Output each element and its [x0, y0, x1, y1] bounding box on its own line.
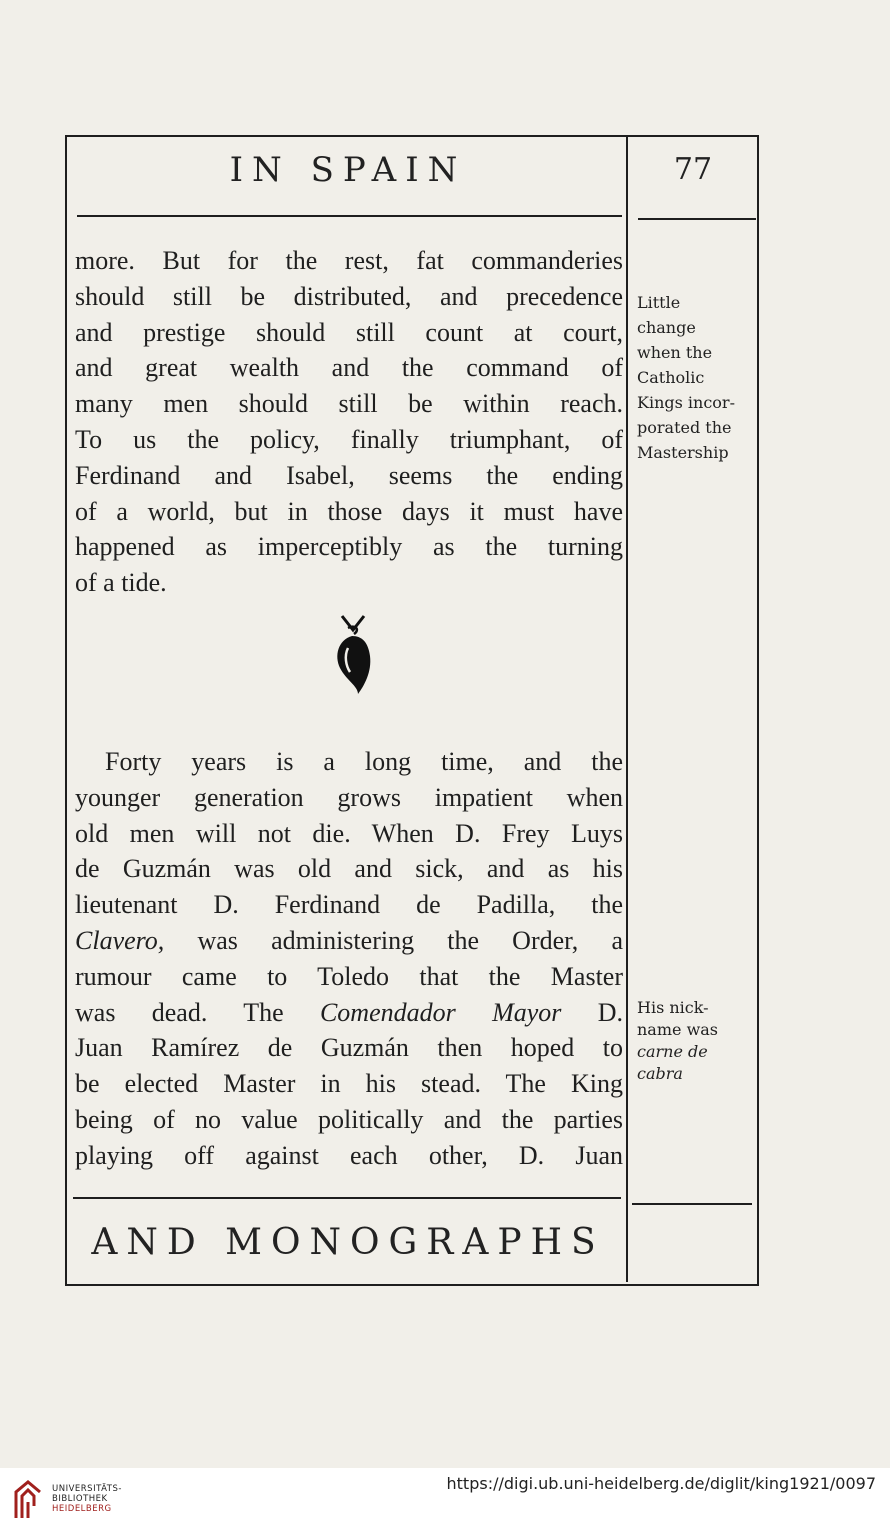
text-fragment: was administering the Order, a: [164, 925, 623, 955]
page-number: 77: [673, 152, 713, 187]
text-line: playing off against each other, D. Juan: [75, 1140, 623, 1170]
text-line: and prestige should still count at court,: [75, 317, 623, 347]
margin-note-catholic-kings: [637, 290, 757, 465]
header-rule-right: [638, 218, 756, 220]
library-name: [52, 1484, 122, 1514]
italic-term: carne de: [637, 1042, 708, 1061]
text-line: happened as imperceptibly as the turning: [75, 532, 623, 562]
margin-line: Little: [637, 293, 681, 312]
text-line: [75, 923, 623, 959]
university-library-logo-icon: [12, 1478, 46, 1520]
pomegranate-ornament-icon: [328, 612, 378, 696]
text-line: be elected Master in his stead. The King: [75, 1069, 623, 1099]
margin-line: Kings incor-: [637, 393, 735, 412]
italic-term: Comendador Mayor: [319, 997, 562, 1027]
margin-line: Mastership: [637, 443, 729, 462]
margin-line: His nick-: [637, 998, 709, 1017]
margin-line: when the: [637, 343, 713, 362]
text-line: [75, 995, 623, 1031]
text-line: Juan Ramírez de Guzmán then hoped to: [75, 1033, 623, 1063]
text-line: many men should still be within reach.: [75, 389, 623, 419]
library-name-line: HEIDELBERG: [52, 1504, 112, 1514]
text-line: more. But for the rest, fat commanderies: [75, 246, 623, 275]
text-fragment: D.: [561, 997, 624, 1027]
running-head: IN SPAIN: [229, 150, 467, 190]
paragraph-2: [75, 744, 623, 1174]
text-line: being of no value politically and the parties: [75, 1104, 623, 1134]
footer-title: AND MONOGRAPHS: [91, 1222, 605, 1263]
text-line: younger generation grows impatient when: [75, 782, 623, 812]
text-line: To us the policy, finally triumphant, of: [75, 424, 623, 454]
footer-rule-right: [632, 1203, 752, 1205]
footer-rule-left: [73, 1197, 621, 1199]
header-rule-left: [77, 215, 622, 217]
text-line: and great wealth and the command of: [75, 353, 623, 383]
text-line: of a world, but in those days it must have: [75, 496, 623, 526]
italic-term: Clavero,: [75, 925, 165, 955]
margin-line: Catholic: [637, 368, 705, 387]
text-line: de Guzmán was old and sick, and as his: [75, 854, 623, 884]
text-line: old men will not die. When D. Frey Luys: [75, 818, 623, 848]
text-line: rumour came to Toledo that the Master: [75, 961, 623, 991]
source-url-link[interactable]: https://digi.ub.uni-heidelberg.de/diglit/king1921/0097: [446, 1474, 876, 1493]
italic-term: cabra: [637, 1064, 683, 1083]
margin-note-nickname: [637, 997, 757, 1085]
margin-line: [637, 1063, 757, 1085]
text-line: of a tide.: [75, 568, 167, 598]
text-line: should still be distributed, and precedence: [75, 281, 623, 311]
text-line: Ferdinand and Isabel, seems the ending: [75, 460, 623, 490]
text-line: lieutenant D. Ferdinand de Padilla, the: [75, 890, 623, 920]
margin-line: [637, 1041, 757, 1063]
margin-line: porated the: [637, 418, 732, 437]
margin-line: change: [637, 318, 696, 337]
paragraph-1: [75, 243, 623, 601]
margin-line: name was: [637, 1020, 719, 1039]
library-name-line: UNIVERSITÄTS-: [52, 1484, 122, 1494]
column-divider: [626, 137, 628, 1282]
text-line: [75, 744, 623, 780]
text-line-content: Forty years is a long time, and the: [105, 747, 623, 776]
library-name-line: BIBLIOTHEK: [52, 1494, 108, 1504]
text-fragment: was dead. The: [75, 997, 320, 1027]
